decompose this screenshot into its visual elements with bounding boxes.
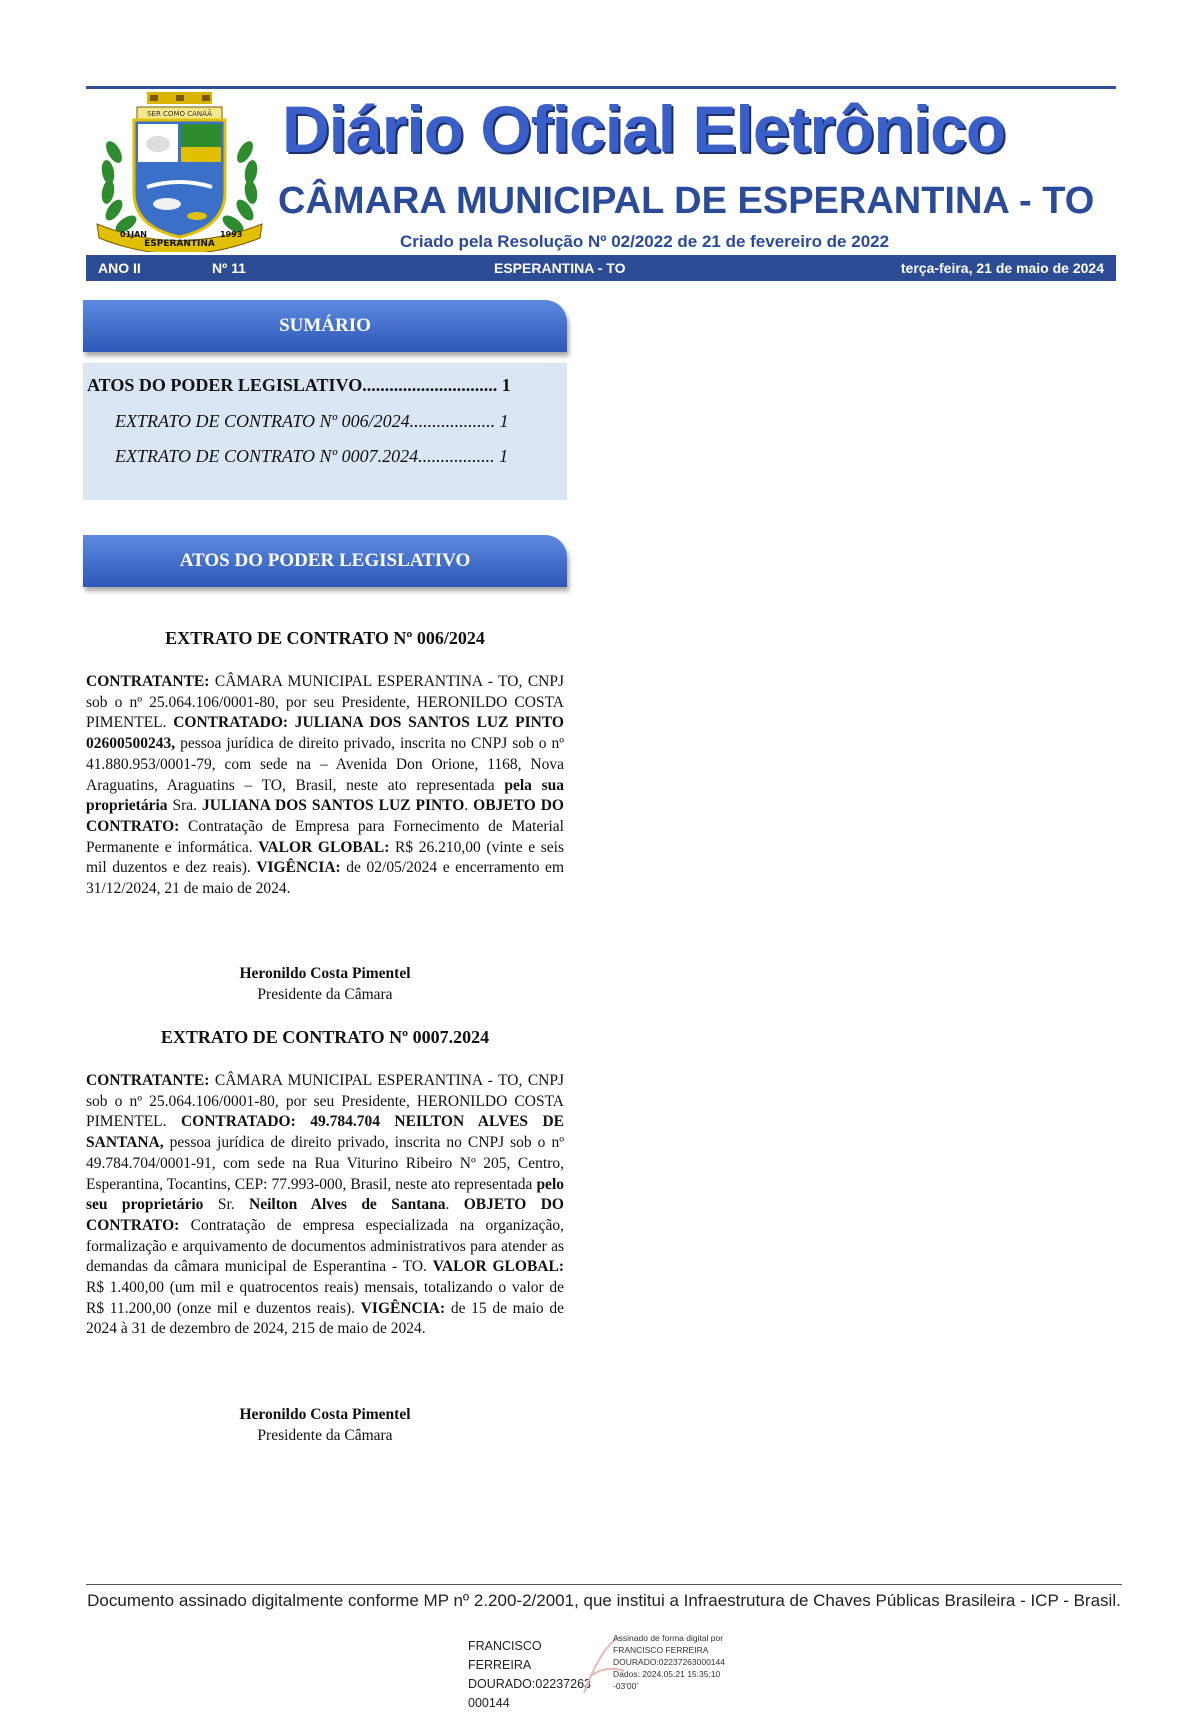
- contract-2-valor-text: R$ 1.400,00 (um mil e quatrocentos reais) mensais, totalizando o valor de R$ 11.200,00 (onze mil e duzentos reais).: [86, 1279, 564, 1317]
- contract-1-title: EXTRATO DE CONTRATO Nº 006/2024: [165, 628, 485, 648]
- summary-heading: SUMÁRIO: [83, 300, 567, 352]
- summary-item-contract-006[interactable]: EXTRATO DE CONTRATO Nº 006/2024................... 1: [115, 411, 509, 431]
- contract-1-sep: .: [464, 797, 474, 815]
- gazette-title: Diário Oficial Eletrônico: [282, 92, 1006, 166]
- creation-resolution: Criado pela Resolução Nº 02/2022 de 21 de fevereiro de 2022: [400, 232, 890, 251]
- contract-1-contratante-label: CONTRATANTE:: [86, 673, 210, 690]
- digital-signature-note: Documento assinado digitalmente conforme MP nº 2.200-2/2001, que institui a Infraestrutura de Chaves Públicas Brasileira - ICP - Brasil.: [87, 1591, 1121, 1610]
- contract-1-contratante-text: CÂMARA MUNICIPAL ESPERANTINA - TO, CNPJ sob o nº 25.064.106/0001-80, por seu Presidente, HERONILDO COSTA PIMENTEL.: [86, 673, 564, 732]
- contract-2-contratante-text: CÂMARA MUNICIPAL ESPERANTINA - TO, CNPJ sob o nº 25.064.106/0001-80, por seu Presidente, HERONILDO COSTA PIMENTEL.: [86, 1072, 564, 1131]
- stamp-line-5: -03'00': [613, 1681, 638, 1691]
- footer-rule: [86, 1584, 1122, 1585]
- contract-1-rep-title: Sra.: [167, 797, 203, 815]
- signer-name-line3: 000144: [468, 1696, 510, 1710]
- edition-info-bar: [86, 255, 1116, 281]
- edition-number: Nº 11: [212, 260, 246, 276]
- contract-2-signer-role: Presidente da Câmara: [257, 1427, 393, 1444]
- contract-1-contratado-name: JULIANA DOS SANTOS LUZ PINTO 02600500243,: [86, 714, 564, 753]
- edition-year: ANO II: [98, 260, 141, 276]
- contract-1-signer: Heronildo Costa Pimentel: [239, 965, 411, 982]
- summary-item-contract-0007[interactable]: EXTRATO DE CONTRATO Nº 0007.2024................. 1: [115, 446, 509, 466]
- contract-2-objeto-text: Contratação de empresa especializada na organização, formalização e arquivamento de documentos administrativos para atender as demandas da câmara municipal de Esperantina - TO.: [86, 1216, 564, 1276]
- section-heading-legislative-acts: ATOS DO PODER LEGISLATIVO: [83, 535, 567, 587]
- signer-name-line1: FRANCISCO FERREIRA: [468, 1639, 542, 1672]
- summary-item-legislative-acts[interactable]: ATOS DO PODER LEGISLATIVO.............................. 1: [87, 375, 511, 395]
- contract-2-rep-name: Neilton Alves de Santana: [249, 1196, 446, 1214]
- digital-stamp: [613, 1632, 773, 1692]
- contract-1-vigencia-label: VIGÊNCIA:: [256, 859, 341, 877]
- contract-2-sep: .: [445, 1196, 464, 1214]
- contract-1-objeto-label: OBJETO DO CONTRATO:: [86, 797, 564, 835]
- crest-motto: SER COMO CANAÃ: [147, 110, 212, 118]
- edition-date: terça-feira, 21 de maio de 2024: [900, 260, 1104, 276]
- contract-1-valor-text: R$ 26.210,00 (vinte e seis mil duzentos e dez reais).: [86, 838, 564, 877]
- contract-2-objeto-label: OBJETO DO CONTRATO:: [86, 1196, 564, 1234]
- contract-2-title: EXTRATO DE CONTRATO Nº 0007.2024: [160, 1027, 490, 1047]
- stamp-line-3: DOURADO:02237263000144: [613, 1657, 725, 1667]
- crest-city-name: ESPERANTINA: [144, 239, 215, 249]
- contract-1-contratado-text: pessoa jurídica de direito privado, inscrita no CNPJ sob o nº 41.880.953/0001-79, com sede na – Avenida Don Orione, 1168, Nova Araguatins, Araguatins – TO, Brasil, neste ato representada: [86, 735, 564, 794]
- contract-2-valor-label: VALOR GLOBAL:: [432, 1258, 564, 1276]
- crest-founding-day: 01JAN: [120, 230, 147, 239]
- contract-1-body: [86, 672, 564, 900]
- summary-box: [83, 363, 567, 500]
- contract-2-contratado-name: 49.784.704 NEILTON ALVES DE SANTANA,: [86, 1113, 564, 1152]
- contract-1-objeto-text: Contratação de Empresa para Fornecimento de Material Permanente e informática.: [86, 817, 564, 856]
- municipal-crest-icon: [92, 92, 267, 252]
- crest-founding-year: 1993: [220, 230, 243, 239]
- contract-2-contratado-text: pessoa jurídica de direito privado, inscrita no CNPJ sob o nº 49.784.704/0001-91, com sede na Rua Viturino Ribeiro Nº 205, Centro, Esperantina, Tocantins, CEP: 77.993-000, Brasil, neste ato representada: [86, 1134, 564, 1193]
- stamp-line-4: Dados: 2024.05.21 15:35:10: [613, 1669, 721, 1679]
- header-top-rule: [86, 86, 1116, 89]
- signer-name-line2: DOURADO:02237263: [468, 1677, 591, 1691]
- contract-2-signer: Heronildo Costa Pimentel: [239, 1406, 411, 1423]
- contract-1-vigencia-text: de 02/05/2024 e encerramento em 31/12/2024, 21 de maio de 2024.: [86, 859, 564, 898]
- stamp-line-2: FRANCISCO FERREIRA: [613, 1645, 709, 1655]
- contract-1-contratado-label: CONTRATADO:: [173, 714, 289, 732]
- stamp-line-1: Assinado de forma digital por: [613, 1633, 724, 1643]
- chamber-name: CÂMARA MUNICIPAL DE ESPERANTINA - TO: [278, 180, 1095, 222]
- contract-1-rep-label: pela sua proprietária: [86, 776, 564, 815]
- contract-2-contratado-label: CONTRATADO:: [180, 1113, 296, 1131]
- contract-2-rep-label: pelo seu proprietário: [86, 1175, 564, 1214]
- contract-2-vigencia-label: VIGÊNCIA:: [360, 1299, 446, 1317]
- contract-1-valor-label: VALOR GLOBAL:: [258, 838, 390, 856]
- contract-1-signer-role: Presidente da Câmara: [257, 986, 393, 1003]
- contract-2-contratante-label: CONTRATANTE:: [86, 1072, 210, 1089]
- contract-2-vigencia-text: de 15 de maio de 2024 à 31 de dezembro de 2024, 215 de maio de 2024.: [86, 1299, 564, 1338]
- edition-city: ESPERANTINA - TO: [494, 260, 626, 276]
- contract-1-rep-name: JULIANA DOS SANTOS LUZ PINTO: [202, 797, 465, 815]
- contract-2-rep-title: Sr.: [203, 1196, 250, 1214]
- contract-2-body: [86, 1071, 564, 1340]
